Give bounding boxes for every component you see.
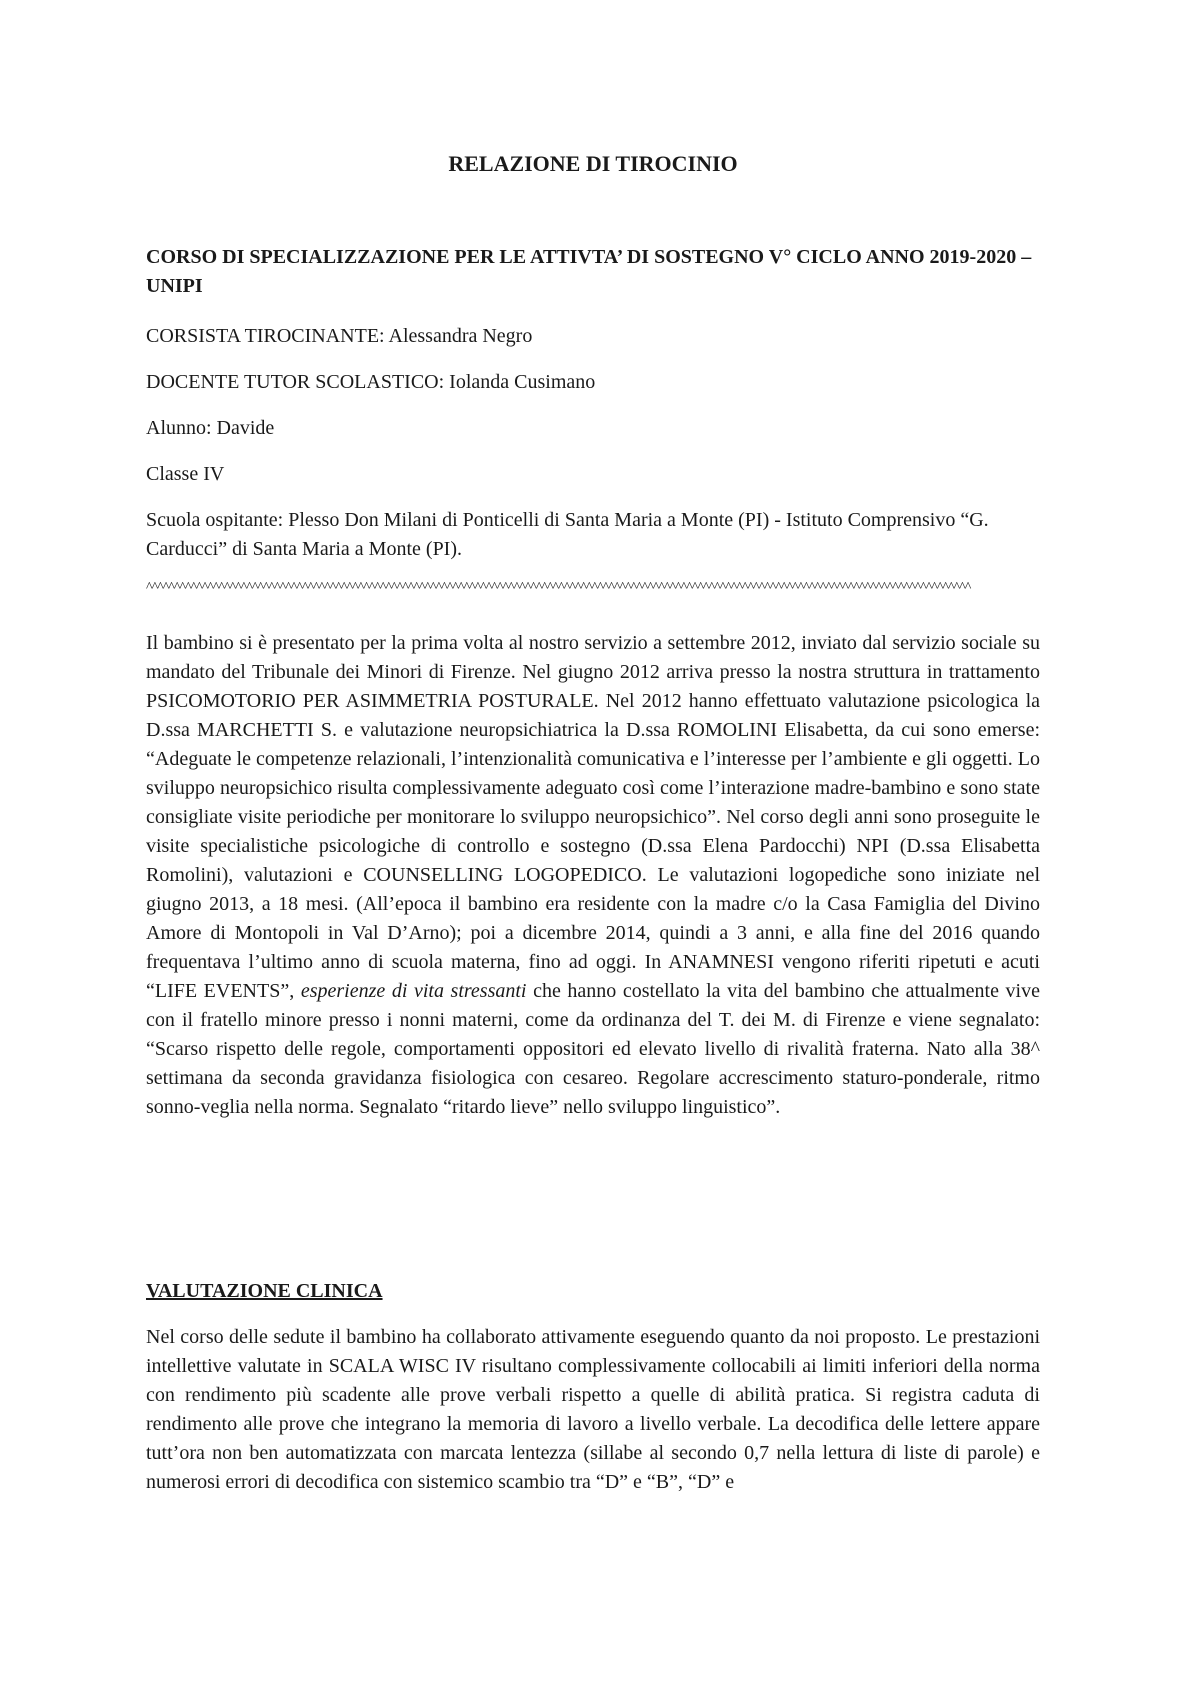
clinical-evaluation-heading: VALUTAZIONE CLINICA [146,1280,383,1302]
course-heading: CORSO DI SPECIALIZZAZIONE PER LE ATTIVTA’ DI SOSTEGNO V° CICLO ANNO 2019-2020 – UNIPI [146,246,1032,297]
student-line: Alunno: Davide [146,417,275,439]
history-text-part2: che hanno costellato la vita del bambino che attualmente vive con il fratello minore presso i nonni materni, come da ordinanza del T. dei M. di Firenze e viene segnalato: “Scarso rispetto delle regole, comportamenti oppositori ed elevato livello di rivalità fraterna. Nato alla 38^ settimana da seconda gravidanza fisiologica con cesareo. Regolare accrescimento staturo-ponderale, ritmo sonno-veglia nella norma. Segnalato “ritardo lieve” nello sviluppo linguistico”. [146,980,1040,1118]
history-paragraph [146,629,1040,1122]
trainee-line: CORSISTA TIROCINANTE: Alessandra Negro [146,325,533,347]
history-italic-phrase: esperienze di vita stressanti [300,980,527,1002]
document-title: RELAZIONE DI TIROCINIO [448,151,738,176]
school-line: Scuola ospitante: Plesso Don Milani di Ponticelli di Santa Maria a Monte (PI) - Istituto Comprensivo “G. Carducci” di Santa Maria a Monte (PI). [146,509,989,560]
tutor-line: DOCENTE TUTOR SCOLASTICO: Iolanda Cusimano [146,371,596,393]
class-line: Classe IV [146,463,225,485]
history-text-part1: Il bambino si è presentato per la prima volta al nostro servizio a settembre 2012, inviato dal servizio sociale su mandato del Tribunale dei Minori di Firenze. Nel giugno 2012 arriva presso la nostra struttura in trattamento PSICOMOTORIO PER ASIMMETRIA POSTURALE. Nel 2012 hanno effettuato valutazione psicologica la D.ssa MARCHETTI S. e valutazione neuropsichiatrica la D.ssa ROMOLINI Elisabetta, da cui sono emerse: “Adeguate le competenze relazionali, l’intenzionalità comunicativa e l’interesse per l’ambiente e gli oggetti. Lo sviluppo neuropsichico risulta complessivamente adeguato così come l’interazione madre-bambino e sono state consigliate visite periodiche per monitorare lo sviluppo neuropsichico”. Nel corso degli anni sono proseguite le visite specialistiche psicologiche di controllo e sostegno (D.ssa Elena Pardocchi) NPI (D.ssa Elisabetta Romolini), valutazioni e COUNSELLING LOGOPEDICO. Le valutazioni logopediche sono iniziate nel giugno 2013, a 18 mesi. (All’epoca il bambino era residente con la madre c/o la Casa Famiglia del Divino Amore di Montopoli in Val D’Arno); poi a dicembre 2014, quindi a 3 anni, e alla fine del 2016 quando frequentava l’ultimo anno di scuola materna, fino ad oggi. In ANAMNESI vengono riferiti ripetuti e acuti “LIFE EVENTS”, [146,632,1040,1002]
caret-divider: ^^^^^^^^^^^^^^^^^^^^^^^^^^^^^^^^^^^^^^^^^^^^^^^^^^^^^^^^^^^^^^^^^^^^^^^^^^^^^^^^^^^^^^^^^^^^^^^^^^^^^^^^^^^^^^^^^^^^^^^^^^^^^^^^^^^^^^^^^^^^^^^^^^^^ [146,580,971,595]
clinical-paragraph: Nel corso delle sedute il bambino ha collaborato attivamente eseguendo quanto da noi proposto. Le prestazioni intellettive valutate in SCALA WISC IV risultano complessivamente collocabili ai limiti inferiori della norma con rendimento più scadente alle prove verbali rispetto a quelle di abilità pratica. Si registra caduta di rendimento alle prove che integrano la memoria di lavoro a livello verbale. La decodifica delle lettere appare tutt’ora non ben automatizzata con marcata lentezza (sillabe al secondo 0,7 nella lettura di liste di parole) e numerosi errori di decodifica con sistemico scambio tra “D” e “B”, “D” e [146,1326,1040,1493]
